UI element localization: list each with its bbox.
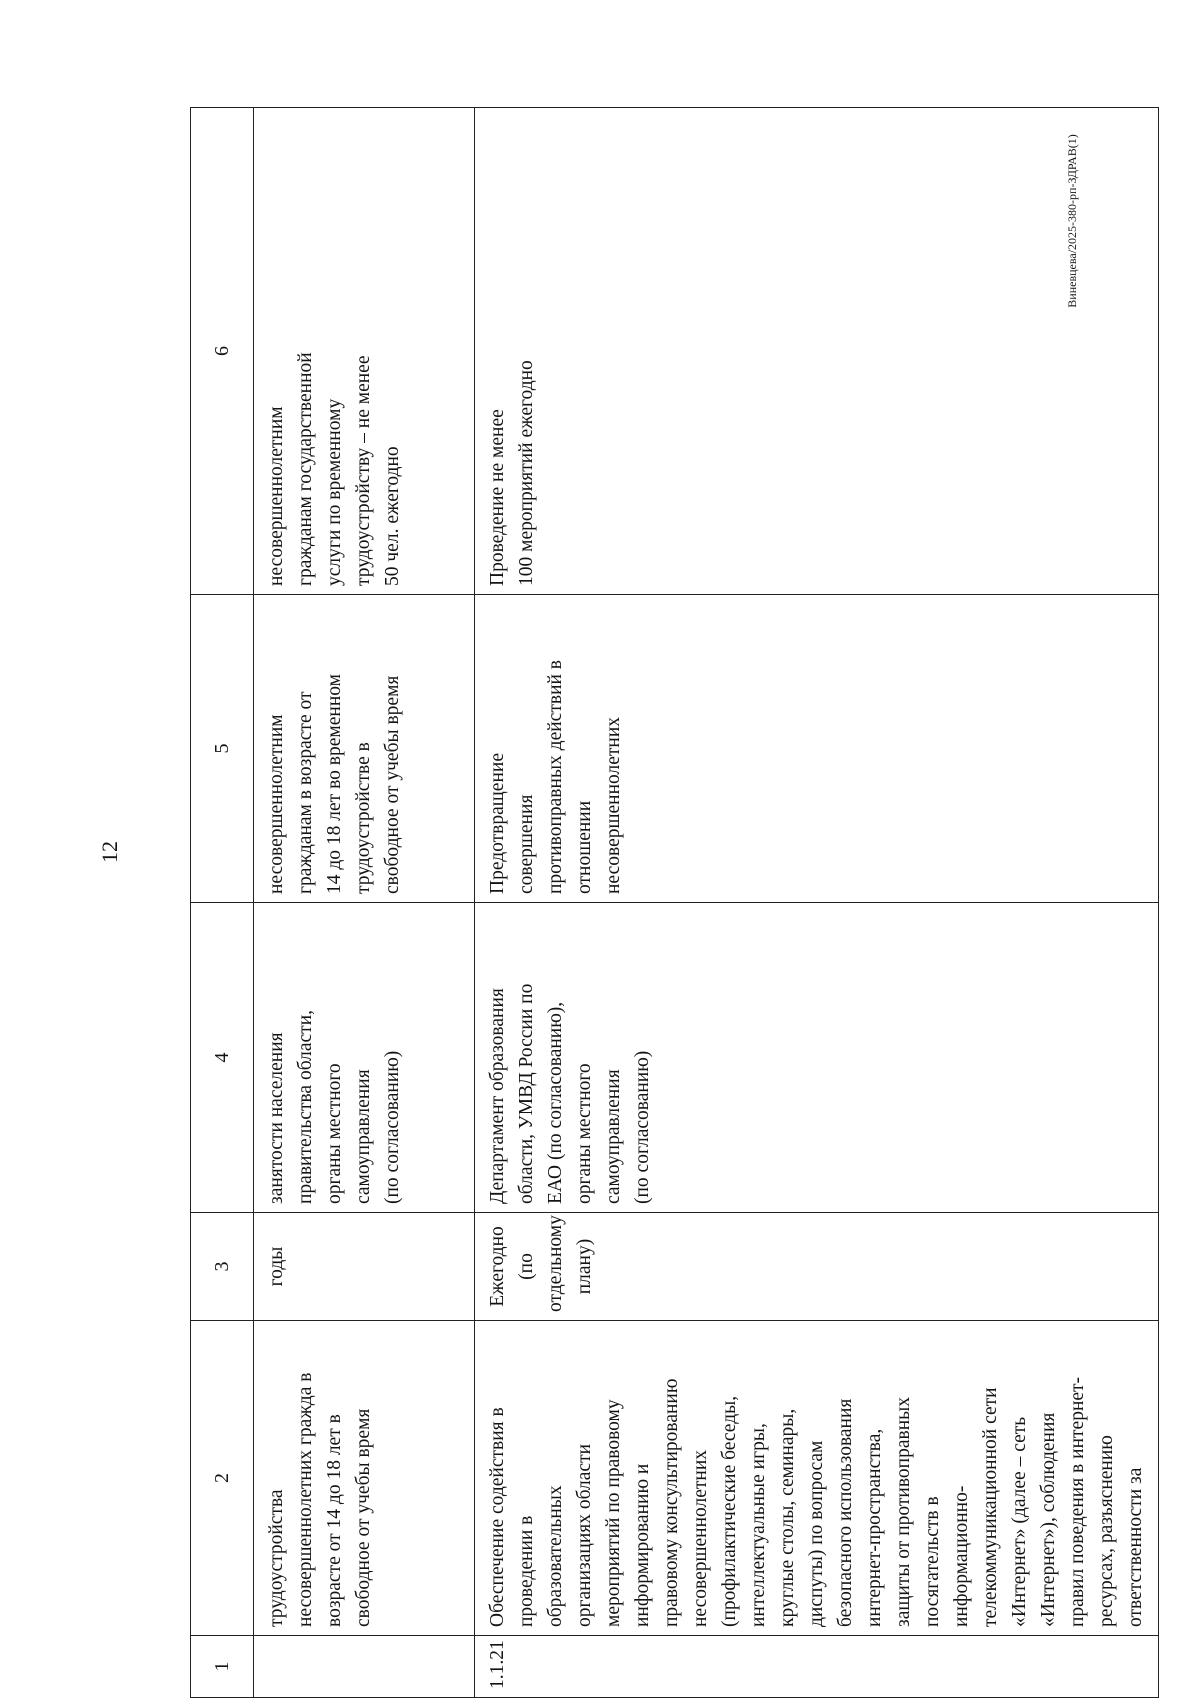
table-row bbox=[475, 108, 1159, 1698]
expected-result-cell: несовершеннолетним гражданам в возрасте от 14 до 18 лет во временном трудоустройстве в свободное от учебы время bbox=[254, 595, 475, 903]
header-cell-3: 3 bbox=[191, 1213, 254, 1321]
table-row bbox=[254, 108, 475, 1698]
document-code: Виневцева/2025-380-рп-ЗДРАВ(1) bbox=[1065, 134, 1079, 308]
table-header-row bbox=[191, 108, 254, 1698]
measure-name-cell: трудоустройства несовершеннолетних гражда в возрасте от 14 до 18 лет в свободное от учебы время bbox=[254, 1321, 475, 1636]
header-cell-6: 6 bbox=[191, 108, 254, 595]
header-cell-5: 5 bbox=[191, 595, 254, 903]
indicator-cell: несовершеннолетним гражданам государственной услуги по временному трудоустройству – не менее 50 чел. ежегодно bbox=[254, 108, 475, 595]
expected-result-cell: Предотвращение совершения противоправных действий в отношении несовершеннолетних bbox=[475, 595, 1159, 903]
measures-table bbox=[190, 107, 1159, 1698]
period-cell: Ежегодно (по отдельному плану) bbox=[475, 1213, 1159, 1321]
executors-cell: Департамент образования области, УМВД России по ЕАО (по согласованию), органы местного самоуправления (по согласованию) bbox=[475, 903, 1159, 1213]
header-cell-1: 1 bbox=[191, 1636, 254, 1698]
indicator-cell: Проведение не менее 100 мероприятий ежегодно bbox=[475, 108, 1159, 595]
row-number-cell bbox=[254, 1636, 475, 1698]
measure-name-cell: Обеспечение содействия в проведении в образовательных организациях области мероприятий по правовому информированию и правовому консультированию несовершеннолетних (профилактические беседы, интеллектуальные игры, круглые столы, семинары, диспуты) по вопросам безопасного использования интернет-пространства, защиты от противоправных посягательств в информационно- телекоммуникационной сети «Интернет» (далее – сеть «Интернет»), соблюдения правил поведения в интернет- ресурсах, разъяснению ответственности за bbox=[475, 1321, 1159, 1636]
period-cell: годы bbox=[254, 1213, 475, 1321]
page-number: 12 bbox=[97, 841, 122, 863]
row-number-cell: 1.1.21 bbox=[475, 1636, 1159, 1698]
header-cell-2: 2 bbox=[191, 1321, 254, 1636]
executors-cell: занятости населения правительства области, органы местного самоуправления (по согласованию) bbox=[254, 903, 475, 1213]
header-cell-4: 4 bbox=[191, 903, 254, 1213]
